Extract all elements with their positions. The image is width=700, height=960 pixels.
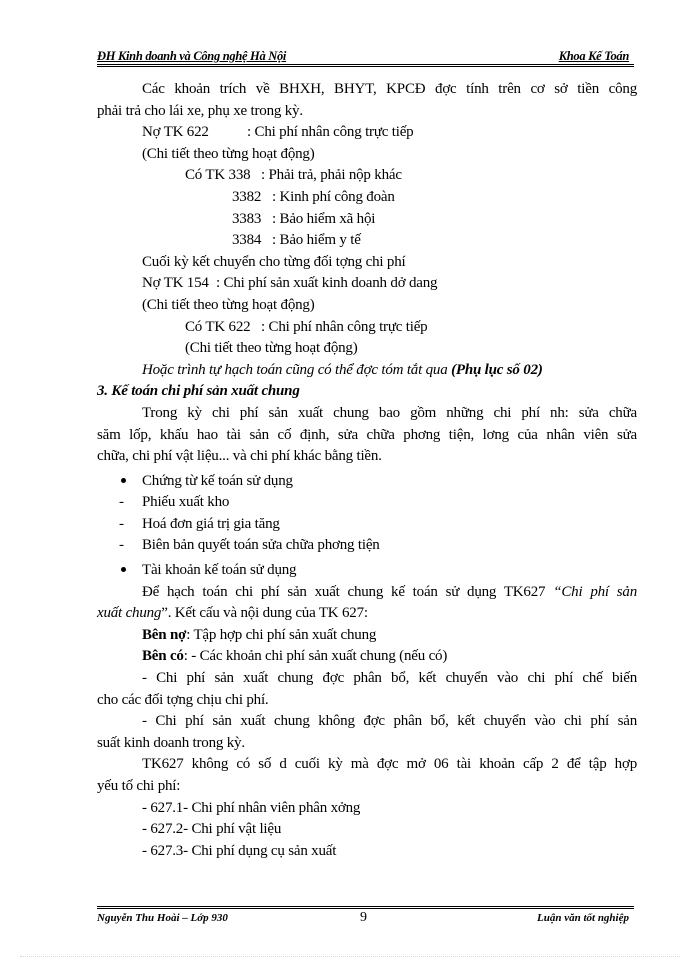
- account-name-italic: “Chi phí sản: [553, 583, 637, 600]
- account-desc: : Chi phí nhân công trực tiếp: [247, 124, 414, 141]
- sub-account-item: - 627.2- Chi phí vật liệu: [142, 821, 282, 838]
- debit-side-text: : Tập hợp chi phí sản xuất chung: [186, 626, 377, 643]
- paragraph-line: - Chi phí sản xuất chung đợc phân bổ, kết chuyển vào chi phí chế biến: [142, 670, 637, 687]
- entry-detail: (Chi tiết theo từng hoạt động): [185, 340, 358, 357]
- paragraph-line: Các khoản trích về BHXH, BHYT, KPCĐ đợc tính trên cơ sở tiền công: [142, 81, 637, 97]
- sub-account-desc: : Kinh phí công đoàn: [272, 188, 395, 205]
- text-span: ”. Kết cấu và nội dung của TK 627:: [161, 605, 368, 622]
- sub-account-row: [97, 187, 637, 209]
- document-body: [97, 79, 637, 862]
- bullet-accounts: [97, 560, 637, 582]
- account-desc: : Phải trả, phải nộp khác: [261, 167, 402, 184]
- credit-side: [97, 646, 637, 668]
- page-number: 9: [360, 910, 367, 925]
- list-item-text: Biên bản quyết toán sửa chữa phơng tiện: [142, 537, 380, 554]
- sub-account-code: 3383: [232, 210, 262, 227]
- section-heading: 3. Kế toán chi phí sản xuất chung: [97, 383, 300, 400]
- credit-side-text: : - Các khoản chi phí sản xuất chung (nếu có): [183, 648, 448, 665]
- paragraph-line: [97, 582, 637, 604]
- paragraph-line: săm lốp, khấu hao tài sản cố định, sửa chữa phơng tiện, lơng của nhân viên sửa: [97, 426, 637, 443]
- credit-side-label: Bên có: [142, 648, 184, 665]
- account-code: Nợ TK 622: [142, 124, 209, 141]
- bullet-dot-icon: [121, 478, 126, 483]
- sub-account-item: - 627.3- Chi phí dụng cụ sản xuất: [142, 842, 337, 859]
- header-faculty: Khoa Kế Toán: [558, 49, 629, 63]
- closing-text: Cuối kỳ kết chuyển cho từng đối tợng chi phí: [142, 253, 406, 270]
- list-item-text: Hoá đơn giá trị gia tăng: [142, 515, 280, 532]
- paragraph-line: phải trả cho lái xe, phụ xe trong kỳ.: [97, 102, 303, 119]
- bullet-dot-icon: [121, 567, 126, 572]
- journal-entry-credit: [97, 317, 637, 339]
- paragraph-line: Trong kỳ chi phí sản xuất chung bao gồm những chi phí nh: sửa chữa: [142, 404, 637, 421]
- appendix-reference: (Phụ lục số 02): [451, 361, 543, 378]
- entry-detail: (Chi tiết theo từng hoạt động): [142, 145, 315, 162]
- account-code: Có TK 622: [185, 318, 251, 335]
- sub-account-item: - 627.1- Chi phí nhân viên phân xởng: [142, 799, 361, 816]
- sub-account-code: 3382: [232, 188, 262, 205]
- journal-entry-debit: [97, 273, 637, 295]
- entry-detail: (Chi tiết theo từng hoạt động): [142, 296, 315, 313]
- summary-note: [97, 360, 637, 382]
- dash-icon: -: [119, 515, 124, 532]
- text-span: Để hạch toán chi phí sản xuất chung kế toán sử dụng TK627: [142, 583, 554, 600]
- bullet-title: Tài khoản kế toán sử dụng: [142, 562, 297, 579]
- footer-author: Nguyễn Thu Hoài – Lớp 930: [97, 912, 228, 924]
- account-desc: : Chi phí nhân công trực tiếp: [261, 318, 428, 335]
- header-university: ĐH Kinh doanh và Công nghệ Hà Nội: [97, 49, 287, 63]
- paragraph-line: suất kinh doanh trong kỳ.: [97, 734, 245, 751]
- sub-account-desc: : Bảo hiểm y tế: [272, 232, 361, 249]
- sub-account-row: [97, 209, 637, 231]
- account-code: Có TK 338: [185, 167, 251, 184]
- account-name-italic: xuất chung: [97, 605, 162, 622]
- account-code: Nợ TK 154: [142, 275, 209, 292]
- list-item: [97, 492, 637, 514]
- summary-text: Hoặc trình tự hạch toán cũng có thể đợc tóm tắt qua: [142, 361, 452, 378]
- page-edge-divider: [20, 956, 680, 957]
- page-footer: [97, 906, 634, 931]
- dash-icon: -: [119, 537, 124, 554]
- sub-account-code: 3384: [232, 232, 262, 249]
- journal-entry-credit: [97, 165, 637, 187]
- bullet-documents: [97, 471, 637, 493]
- paragraph-line: [97, 603, 637, 625]
- dash-icon: -: [119, 494, 124, 511]
- debit-side-label: Bên nợ: [142, 626, 187, 643]
- page-header: [97, 44, 634, 67]
- debit-side: [97, 625, 637, 647]
- journal-entry-debit: [97, 122, 637, 144]
- paragraph-line: TK627 không có số d cuối kỳ mà đợc mở 06 tài khoản cấp 2 để tập hợp: [142, 756, 637, 773]
- account-desc: : Chi phí sản xuất kinh doanh dở dang: [216, 275, 438, 292]
- list-item: [97, 514, 637, 536]
- list-item-text: Phiếu xuất kho: [142, 494, 230, 511]
- paragraph-line: - Chi phí sản xuất chung không đợc phân bổ, kết chuyển vào chi phí sản: [142, 713, 637, 730]
- footer-doc-type: Luận văn tốt nghiệp: [537, 912, 629, 924]
- paragraph-line: yếu tố chi phí:: [97, 778, 181, 794]
- paragraph-line: cho các đối tợng chịu chi phí.: [97, 691, 269, 708]
- sub-account-row: [97, 230, 637, 252]
- bullet-title: Chứng từ kế toán sử dụng: [142, 472, 293, 489]
- list-item: [97, 535, 637, 557]
- paragraph-line: chữa, chi phí vật liệu... và chi phí khác bằng tiền.: [97, 448, 382, 465]
- sub-account-desc: : Bảo hiểm xã hội: [272, 210, 376, 227]
